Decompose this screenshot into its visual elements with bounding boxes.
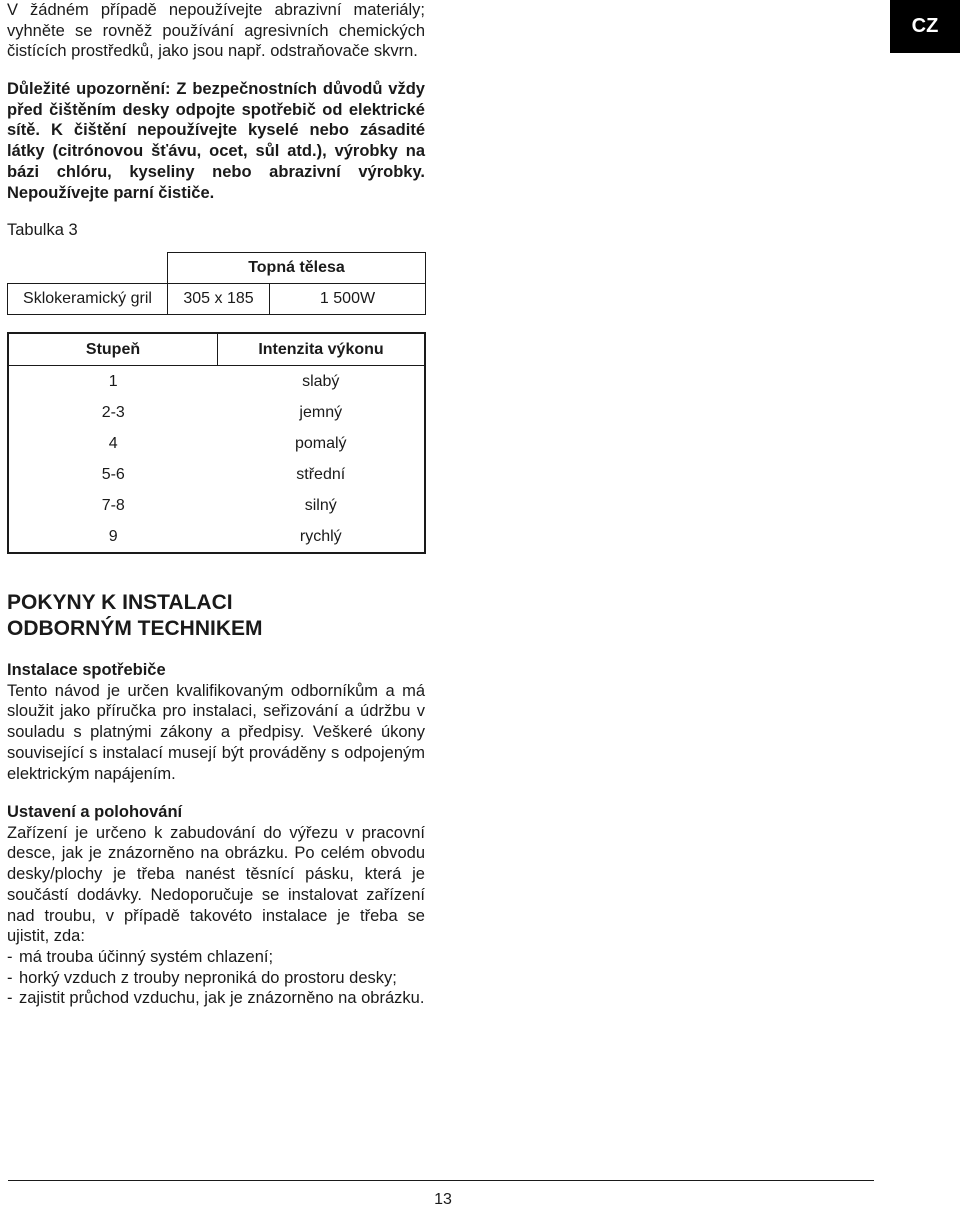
positioning-section (7, 802, 425, 1009)
table-row (8, 284, 426, 315)
table-cell: silný (304, 496, 337, 514)
table-cell: pomalý (294, 434, 347, 452)
table-cell: 305 x 185 (168, 284, 270, 315)
list-item-text: má trouba účinný systém chlazení; (19, 947, 274, 966)
table-row (8, 428, 425, 459)
intro-paragraph: V žádném případě nepoužívejte abrazivní materiály; vyhněte se rovněž používání agresivních chemických čistících prostředků, jako jsou např. odstraňovače skvrn. (7, 1, 425, 61)
positioning-text: Zařízení je určeno k zabudování do výřezu v pracovní desce, jak je znázorněno na obrázku. Po celém obvodu desky/plochy je třeba nanést těsnící pásku, která je součástí dodávky. Nedoporučuje se instalovat zařízení nad troubu, v případě takovéto instalace je třeba se ujistit, zda: (7, 823, 425, 946)
table-cell: 9 (108, 527, 118, 545)
installation-section (7, 660, 425, 784)
footer-divider (8, 1180, 874, 1181)
table-cell: 4 (108, 434, 118, 452)
table-cell: jemný (299, 403, 343, 421)
list-item-text: zajistit průchod vzduchu, jak je znázorněno na obrázku. (19, 989, 425, 1008)
column-header-level: Stupeň (8, 333, 218, 366)
heating-table-header: Topná tělesa (168, 253, 426, 284)
list-item: - horký vzduch z trouby neproniká do prostoru desky; (7, 968, 425, 989)
list-item: - má trouba účinný systém chlazení; (7, 947, 425, 968)
table-row (8, 521, 425, 553)
installation-title: Instalace spotřebiče (7, 661, 166, 679)
table-cell: 1 500W (270, 284, 426, 315)
list-item-text: horký vzduch z trouby neproniká do prostoru desky; (19, 968, 397, 987)
section-title-line: ODBORNÝM TECHNIKEM (7, 617, 263, 640)
table-row (8, 459, 425, 490)
section-title-line: POKYNY K INSTALACI (7, 591, 233, 614)
table-cell: Sklokeramický gril (8, 284, 168, 315)
positioning-title: Ustavení a polohování (7, 803, 183, 821)
heating-elements-table (7, 252, 426, 315)
table-cell: 1 (108, 372, 118, 390)
section-title (7, 590, 263, 642)
table-caption: Tabulka 3 (7, 221, 78, 239)
table-cell: rychlý (299, 527, 342, 545)
installation-text: Tento návod je určen kvalifikovaným odborníkům a má sloužit jako příručka pro instalaci, seřizování a údržbu v souladu s platnými zákony a předpisy. Veškeré úkony související s instalací musejí být prováděny s odpojeným elektrickým napájením. (7, 681, 425, 783)
power-levels-table (7, 332, 426, 554)
table-row (8, 397, 425, 428)
page-number: 13 (434, 1191, 452, 1208)
table-cell: 7-8 (101, 496, 125, 514)
table-row (8, 490, 425, 521)
language-badge: CZ (890, 0, 960, 53)
table-cell: slabý (302, 372, 340, 390)
table-cell: 5-6 (101, 465, 125, 483)
list-item: - zajistit průchod vzduchu, jak je znázorněno na obrázku. (7, 989, 425, 1008)
column-header-intensity: Intenzita výkonu (218, 333, 426, 366)
table-cell: střední (296, 465, 346, 483)
warning-paragraph: Důležité upozornění: Z bezpečnostních důvodů vždy před čištěním desky odpojte spotřebič od elektrické sítě. K čištění nepoužívejte kyselé nebo zásadité látky (citrónovou šťávu, ocet, sůl atd.), výrobky na bázi chlóru, kyseliny nebo abrazivní výrobky. Nepoužívejte parní čističe. (7, 80, 425, 202)
table-header-row (8, 333, 425, 366)
table-row (8, 366, 425, 398)
table-cell: 2-3 (101, 403, 125, 421)
